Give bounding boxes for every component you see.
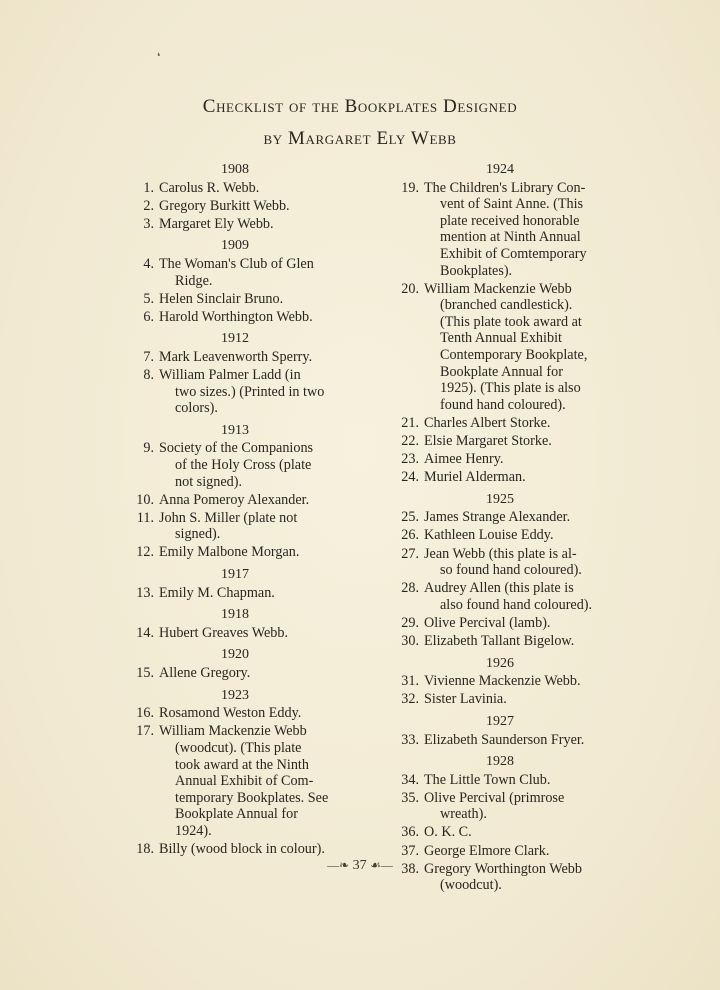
entry-line: Hubert Greaves Webb.: [159, 624, 288, 641]
checklist-entry: [124, 585, 346, 602]
entry-number: 14.: [136, 624, 154, 641]
page-title: Checklist of the Bookplates Designed: [202, 96, 518, 117]
entry-line: not signed).: [175, 473, 242, 490]
entry-line: The Children's Library Con-: [424, 179, 586, 196]
entry-number: 36.: [401, 824, 419, 841]
page-number: [0, 858, 720, 874]
checklist-entry: [389, 691, 611, 708]
entry-line: Gregory Burkitt Webb.: [159, 197, 290, 214]
entry-text: [424, 509, 611, 526]
entry-line: Jean Webb (this plate is al-: [424, 545, 577, 562]
entry-text: [424, 615, 611, 632]
entry-text: [424, 824, 611, 841]
entry-line: Aimee Henry.: [424, 451, 504, 468]
entry-line: wreath).: [440, 806, 487, 823]
entry-number: 26.: [401, 527, 419, 544]
entry-line: (woodcut).: [440, 877, 502, 894]
checklist-entry: [124, 349, 346, 366]
entry-number: 15.: [136, 665, 154, 682]
year-heading: 1908: [221, 162, 249, 177]
year-heading: 1912: [221, 331, 249, 347]
folio-ornament-right-icon: ☙—: [370, 858, 393, 872]
entry-number: 33.: [401, 731, 419, 748]
entry-text: [159, 665, 346, 682]
entry-number: 29.: [401, 614, 419, 631]
entry-line: Carolus R. Webb.: [159, 179, 260, 196]
entry-line: of the Holy Cross (plate: [175, 457, 312, 473]
entry-number: 19.: [401, 179, 419, 196]
entry-number: 18.: [136, 840, 154, 857]
entry-number: 13.: [136, 584, 154, 601]
entry-text: [424, 546, 611, 579]
entry-line: two sizes.) (Printed in two: [175, 383, 325, 400]
entry-text: [159, 180, 346, 197]
entry-text: [424, 843, 611, 860]
checklist-entry: [389, 843, 611, 860]
entry-text: [159, 256, 346, 289]
entry-line: Society of the Companions: [159, 440, 314, 457]
entry-line: found hand coloured).: [440, 396, 566, 413]
checklist-entry: [124, 180, 346, 197]
entry-line: 1924).: [175, 822, 212, 839]
entry-number: 28.: [401, 580, 419, 597]
entry-line: Rosamond Weston Eddy.: [159, 705, 302, 722]
checklist-entry: [389, 615, 611, 632]
entry-line: Charles Albert Storke.: [424, 414, 551, 431]
year-heading: 1928: [486, 754, 514, 770]
entry-line: Elizabeth Saunderson Fryer.: [424, 731, 585, 748]
entry-line: Emily M. Chapman.: [159, 584, 275, 601]
checklist-entry: [389, 415, 611, 432]
entry-number: 11.: [136, 509, 154, 526]
entry-text: [424, 180, 611, 280]
entry-number: 32.: [401, 691, 419, 708]
checklist-entry: [389, 673, 611, 690]
checklist-entry: [124, 544, 346, 561]
entry-number: 17.: [136, 723, 154, 740]
entry-line: Olive Percival (lamb).: [424, 614, 551, 631]
entry-number: 20.: [401, 280, 419, 297]
entry-number: 4.: [143, 255, 154, 272]
entry-line: took award at the Ninth: [175, 756, 309, 773]
year-heading: 1918: [221, 607, 249, 623]
entry-line: Allene Gregory.: [159, 665, 251, 682]
checklist-entry: [389, 527, 611, 544]
entry-line: Muriel Alderman.: [424, 469, 526, 486]
checklist-entry: [124, 256, 346, 289]
checklist-entry: [124, 625, 346, 642]
entry-number: 23.: [401, 451, 419, 468]
entry-text: [424, 527, 611, 544]
entry-line: Bookplates).: [440, 262, 513, 279]
entry-text: [159, 625, 346, 642]
entry-number: 37.: [401, 842, 419, 859]
entry-line: Billy (wood block in colour).: [159, 840, 325, 857]
page-subtitle: by Margaret Ely Webb: [263, 128, 457, 149]
entry-text: [159, 198, 346, 215]
entry-line: temporary Bookplates. See: [175, 789, 329, 806]
entry-number: 21.: [401, 414, 419, 431]
entry-number: 12.: [136, 544, 154, 561]
entry-number: 3.: [143, 215, 154, 232]
entry-line: William Mackenzie Webb: [159, 723, 307, 740]
entry-text: [159, 723, 346, 839]
entry-number: 16.: [136, 705, 154, 722]
checklist-entry: [389, 824, 611, 841]
checklist-entry: [124, 216, 346, 233]
entry-line: William Mackenzie Webb: [424, 280, 572, 297]
entry-line: Bookplate Annual for: [440, 363, 563, 380]
year-heading: 1924: [486, 162, 514, 177]
entry-text: [159, 705, 346, 722]
entry-line: Margaret Ely Webb.: [159, 215, 274, 232]
entry-text: [159, 510, 346, 543]
entry-line: Elsie Margaret Storke.: [424, 433, 552, 449]
folio-number: 37: [352, 858, 367, 873]
entry-line: Ridge.: [175, 272, 213, 289]
entry-text: [424, 673, 611, 690]
entry-line: Anna Pomeroy Alexander.: [159, 491, 310, 508]
checklist-entry: [124, 510, 346, 543]
entry-number: 38.: [401, 860, 419, 877]
checklist-entry: [389, 433, 611, 450]
entry-line: Vivienne Mackenzie Webb.: [424, 673, 581, 690]
year-heading: 1913: [221, 422, 249, 438]
entry-line: also found hand coloured).: [440, 596, 593, 613]
entry-number: 7.: [143, 348, 154, 365]
ink-speck: ❛: [157, 52, 161, 63]
checklist-entry: [124, 841, 346, 858]
entry-text: [159, 367, 346, 417]
entry-text: [159, 440, 346, 490]
entry-line: (This plate took award at: [440, 313, 582, 330]
entry-number: 8.: [143, 367, 154, 384]
entry-line: Emily Malbone Morgan.: [159, 544, 300, 561]
entry-line: mention at Ninth Annual: [440, 229, 581, 246]
entry-line: Helen Sinclair Bruno.: [159, 290, 284, 307]
year-heading: 1927: [486, 713, 514, 729]
entry-line: 1925). (This plate is also: [440, 380, 581, 397]
entry-number: 31.: [401, 673, 419, 690]
checklist-entry: [124, 705, 346, 722]
entry-number: 25.: [401, 509, 419, 526]
entry-number: 30.: [401, 633, 419, 650]
entry-text: [424, 580, 611, 613]
entry-text: [159, 492, 346, 509]
entry-line: plate received honorable: [440, 212, 580, 229]
entry-number: 1.: [143, 179, 154, 196]
checklist-entry: [389, 633, 611, 650]
checklist-entry: [389, 546, 611, 579]
entry-line: James Strange Alexander.: [424, 509, 571, 526]
checklist-entry: [124, 723, 346, 839]
entry-text: [424, 433, 611, 450]
checklist-entry: [389, 509, 611, 526]
entry-number: 35.: [401, 789, 419, 806]
year-heading: 1920: [221, 647, 249, 663]
entry-line: Audrey Allen (this plate is: [424, 580, 574, 597]
entry-text: [424, 732, 611, 749]
entry-number: 34.: [401, 771, 419, 788]
entry-number: 22.: [401, 433, 419, 449]
entry-line: O. K. C.: [424, 824, 472, 841]
entry-line: vent of Saint Anne. (This: [440, 196, 584, 213]
entry-text: [424, 451, 611, 468]
entry-line: The Woman's Club of Glen: [159, 255, 314, 272]
entry-text: [424, 691, 611, 708]
checklist-entry: [389, 469, 611, 486]
checklist-entry: [389, 180, 611, 280]
checklist-entry: [124, 492, 346, 509]
checklist-entry: [389, 772, 611, 789]
checklist-entry: [124, 291, 346, 308]
entry-text: [424, 772, 611, 789]
entry-number: 2.: [143, 197, 154, 214]
entry-line: Gregory Worthington Webb: [424, 860, 582, 877]
entry-line: signed).: [175, 526, 221, 543]
entry-text: [159, 291, 346, 308]
entry-line: Elizabeth Tallant Bigelow.: [424, 633, 575, 650]
entry-line: The Little Town Club.: [424, 771, 551, 788]
entry-line: John S. Miller (plate not: [159, 509, 298, 526]
year-heading: 1917: [221, 567, 249, 583]
checklist-entry: [389, 580, 611, 613]
entry-number: 9.: [143, 440, 154, 457]
entry-line: Tenth Annual Exhibit: [440, 330, 562, 347]
year-heading: 1923: [221, 687, 249, 703]
entry-number: 5.: [143, 290, 154, 307]
entry-text: [424, 281, 611, 414]
checklist-entry: [124, 665, 346, 682]
entry-line: (branched candlestick).: [440, 297, 573, 314]
entry-line: Contemporary Bookplate,: [440, 347, 588, 364]
entry-line: so found hand coloured).: [440, 562, 582, 579]
entry-text: [159, 544, 346, 561]
year-heading: 1909: [221, 238, 249, 254]
entry-text: [159, 585, 346, 602]
entry-text: [424, 790, 611, 823]
checklist-entry: [389, 790, 611, 823]
checklist-entry: [389, 451, 611, 468]
checklist-entry: [124, 198, 346, 215]
entry-line: Harold Worthington Webb.: [159, 308, 313, 325]
entry-line: Mark Leavenworth Sperry.: [159, 348, 313, 365]
entry-line: Olive Percival (primrose: [424, 789, 565, 806]
entry-text: [424, 415, 611, 432]
entry-number: 24.: [401, 469, 419, 486]
year-heading: 1925: [486, 491, 514, 507]
entry-line: (woodcut). (This plate: [175, 739, 302, 756]
entry-number: 27.: [401, 545, 419, 562]
folio-ornament-left-icon: —❧: [327, 858, 350, 872]
entry-line: Kathleen Louise Eddy.: [424, 527, 554, 544]
checklist-entry: [124, 309, 346, 326]
entry-text: [159, 841, 346, 858]
right-column: [389, 162, 611, 895]
entry-line: Sister Lavinia.: [424, 691, 507, 708]
entry-text: [424, 469, 611, 486]
entry-line: Bookplate Annual for: [175, 806, 298, 823]
entry-text: [424, 633, 611, 650]
checklist-entry: [389, 281, 611, 414]
entry-line: Annual Exhibit of Com-: [175, 773, 314, 790]
entry-text: [159, 309, 346, 326]
entry-line: George Elmore Clark.: [424, 842, 550, 859]
entry-text: [159, 349, 346, 366]
year-heading: 1926: [486, 655, 514, 671]
entry-line: Exhibit of Comtemporary: [440, 245, 587, 262]
entry-number: 6.: [143, 308, 154, 325]
entry-number: 10.: [136, 491, 154, 508]
checklist-entry: [124, 367, 346, 417]
checklist-entry: [389, 732, 611, 749]
entry-line: colors).: [175, 400, 218, 417]
entry-text: [159, 216, 346, 233]
entry-line: William Palmer Ladd (in: [159, 367, 301, 384]
checklist-entry: [124, 440, 346, 490]
left-column: [124, 162, 346, 859]
